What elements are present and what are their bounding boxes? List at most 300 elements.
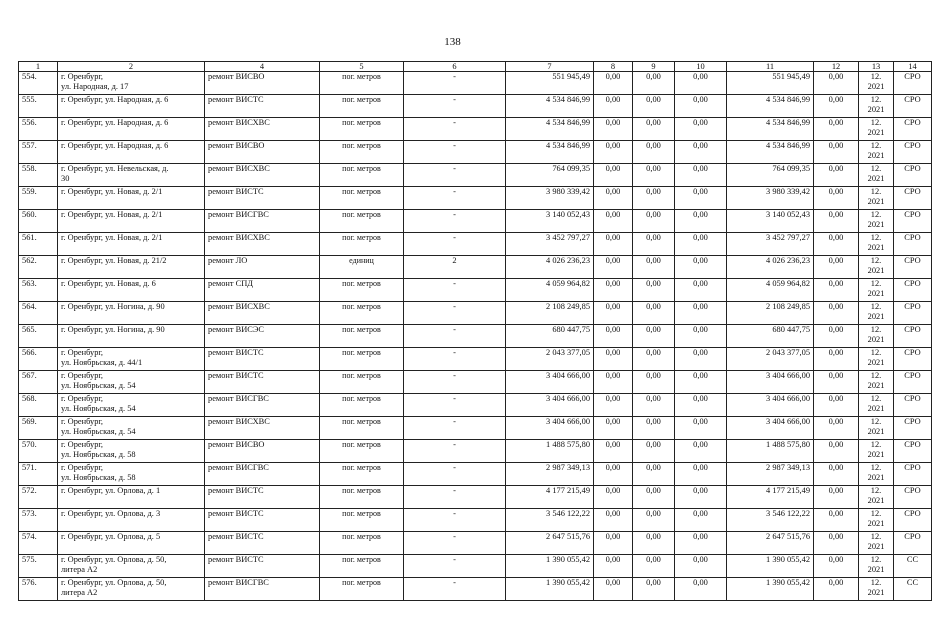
method-cell: СРО: [894, 394, 932, 417]
period-cell-line: 2021: [867, 496, 885, 505]
period-cell: [859, 118, 894, 141]
address-cell-line: г. Оренбург, ул. Невельская, д.: [61, 164, 169, 173]
col8-cell: 0,00: [594, 509, 633, 532]
col8-cell: 0,00: [594, 555, 633, 578]
address-cell: [58, 210, 205, 233]
col10-cell: 0,00: [675, 348, 727, 371]
col8-cell: 0,00: [594, 118, 633, 141]
col11-cell: 3 546 122,22: [727, 509, 814, 532]
period-cell-line: 12.: [870, 371, 882, 380]
unit-cell: пог. метров: [320, 210, 404, 233]
col11-cell: 2 987 349,13: [727, 463, 814, 486]
period-cell-line: 12.: [870, 348, 882, 357]
period-cell-line: 12.: [870, 509, 882, 518]
table-row: [19, 325, 932, 348]
table-row: [19, 555, 932, 578]
period-cell: [859, 394, 894, 417]
address-cell-line: ул. Ноябрьская, д. 54: [61, 380, 136, 390]
col12-cell: 0,00: [814, 325, 859, 348]
table-row: [19, 302, 932, 325]
col12-cell: 0,00: [814, 141, 859, 164]
address-cell-line: г. Оренбург, ул. Орлова, д. 50,: [61, 578, 167, 587]
address-cell: [58, 164, 205, 187]
period-cell: [859, 187, 894, 210]
address-cell-line: г. Оренбург, ул. Новая, д. 6: [61, 279, 156, 288]
unit-cell: пог. метров: [320, 509, 404, 532]
total-cost-cell: 1 390 055,42: [506, 578, 594, 601]
col11-cell: 4 534 846,99: [727, 118, 814, 141]
work-type-cell: ремонт ВИСТС: [205, 187, 320, 210]
address-cell: [58, 233, 205, 256]
col11-cell: 3 404 666,00: [727, 394, 814, 417]
row-number: 574.: [19, 532, 58, 555]
address-cell: [58, 302, 205, 325]
period-cell: [859, 555, 894, 578]
col12-cell: 0,00: [814, 463, 859, 486]
work-type-cell: ремонт ВИСВО: [205, 141, 320, 164]
address-cell-line: г. Оренбург, ул. Орлова, д. 3: [61, 509, 161, 518]
address-cell: [58, 486, 205, 509]
col11-cell: 2 043 377,05: [727, 348, 814, 371]
period-cell-line: 2021: [867, 358, 885, 367]
column-number: 4: [205, 62, 320, 72]
col12-cell: 0,00: [814, 302, 859, 325]
table-row: [19, 210, 932, 233]
col10-cell: 0,00: [675, 164, 727, 187]
work-type-cell: ремонт ВИСТС: [205, 348, 320, 371]
total-cost-cell: 2 108 249,85: [506, 302, 594, 325]
period-cell: [859, 463, 894, 486]
column-number: 11: [727, 62, 814, 72]
row-number: 564.: [19, 302, 58, 325]
total-cost-cell: 4 059 964,82: [506, 279, 594, 302]
period-cell-line: 12.: [870, 394, 882, 403]
work-type-cell: ремонт ВИСТС: [205, 486, 320, 509]
col8-cell: 0,00: [594, 486, 633, 509]
period-cell-line: 12.: [870, 555, 882, 564]
address-cell: [58, 118, 205, 141]
period-cell: [859, 302, 894, 325]
quantity-cell: -: [404, 440, 506, 463]
quantity-cell: -: [404, 509, 506, 532]
row-number: 567.: [19, 371, 58, 394]
row-number: 572.: [19, 486, 58, 509]
address-cell: [58, 256, 205, 279]
col11-cell: 2 647 515,76: [727, 532, 814, 555]
address-cell-line: г. Оренбург, ул. Новая, д. 21/2: [61, 256, 167, 265]
method-cell: СРО: [894, 95, 932, 118]
total-cost-cell: 2 043 377,05: [506, 348, 594, 371]
method-cell: СРО: [894, 210, 932, 233]
work-type-cell: ремонт ВИСТС: [205, 95, 320, 118]
work-type-cell: ремонт ВИСТС: [205, 532, 320, 555]
col11-cell: 4 534 846,99: [727, 141, 814, 164]
col9-cell: 0,00: [633, 440, 675, 463]
period-cell-line: 2021: [867, 381, 885, 390]
unit-cell: пог. метров: [320, 187, 404, 210]
col10-cell: 0,00: [675, 279, 727, 302]
col10-cell: 0,00: [675, 486, 727, 509]
method-cell: СРО: [894, 72, 932, 95]
period-cell: [859, 210, 894, 233]
col8-cell: 0,00: [594, 417, 633, 440]
address-cell-line: литера А2: [61, 587, 98, 597]
col12-cell: 0,00: [814, 394, 859, 417]
period-cell-line: 2021: [867, 335, 885, 344]
column-number: 5: [320, 62, 404, 72]
address-cell: [58, 532, 205, 555]
col12-cell: 0,00: [814, 187, 859, 210]
col9-cell: 0,00: [633, 532, 675, 555]
period-cell-line: 12.: [870, 486, 882, 495]
work-type-cell: ремонт ВИСХВС: [205, 233, 320, 256]
period-cell-line: 12.: [870, 578, 882, 587]
period-cell-line: 12.: [870, 532, 882, 541]
period-cell-line: 12.: [870, 233, 882, 242]
period-cell-line: 12.: [870, 118, 882, 127]
table-row: [19, 95, 932, 118]
total-cost-cell: 3 452 797,27: [506, 233, 594, 256]
method-cell: СРО: [894, 417, 932, 440]
method-cell: СРО: [894, 371, 932, 394]
work-type-cell: ремонт ВИСХВС: [205, 417, 320, 440]
address-cell: [58, 325, 205, 348]
quantity-cell: -: [404, 72, 506, 95]
col8-cell: 0,00: [594, 578, 633, 601]
table-row: [19, 279, 932, 302]
col11-cell: 1 488 575,80: [727, 440, 814, 463]
work-type-cell: ремонт ВИСГВС: [205, 210, 320, 233]
address-cell: [58, 578, 205, 601]
col8-cell: 0,00: [594, 187, 633, 210]
col9-cell: 0,00: [633, 302, 675, 325]
column-number: 8: [594, 62, 633, 72]
quantity-cell: -: [404, 486, 506, 509]
col12-cell: 0,00: [814, 95, 859, 118]
column-number: 10: [675, 62, 727, 72]
quantity-cell: -: [404, 532, 506, 555]
col11-cell: 3 404 666,00: [727, 371, 814, 394]
col10-cell: 0,00: [675, 371, 727, 394]
address-cell: [58, 348, 205, 371]
col10-cell: 0,00: [675, 394, 727, 417]
period-cell-line: 2021: [867, 128, 885, 137]
address-cell-line: г. Оренбург,: [61, 417, 104, 426]
table-row: [19, 118, 932, 141]
period-cell: [859, 141, 894, 164]
address-cell-line: г. Оренбург, ул. Новая, д. 2/1: [61, 233, 163, 242]
column-number: 7: [506, 62, 594, 72]
unit-cell: пог. метров: [320, 417, 404, 440]
table-row: [19, 141, 932, 164]
period-cell: [859, 440, 894, 463]
period-cell: [859, 578, 894, 601]
row-number: 576.: [19, 578, 58, 601]
row-number: 560.: [19, 210, 58, 233]
period-cell-line: 12.: [870, 164, 882, 173]
period-cell-line: 12.: [870, 440, 882, 449]
period-cell-line: 2021: [867, 82, 885, 91]
col10-cell: 0,00: [675, 210, 727, 233]
work-type-cell: ремонт ВИСХВС: [205, 164, 320, 187]
work-type-cell: ремонт ВИСТС: [205, 509, 320, 532]
address-cell-line: ул. Ноябрьская, д. 58: [61, 449, 136, 459]
address-cell-line: г. Оренбург,: [61, 394, 104, 403]
work-type-cell: ремонт ВИСТС: [205, 371, 320, 394]
address-cell-line: г. Оренбург, ул. Народная, д. 6: [61, 141, 169, 150]
column-number: 6: [404, 62, 506, 72]
row-number: 563.: [19, 279, 58, 302]
row-number: 573.: [19, 509, 58, 532]
col11-cell: 764 099,35: [727, 164, 814, 187]
col11-cell: 4 026 236,23: [727, 256, 814, 279]
unit-cell: пог. метров: [320, 532, 404, 555]
unit-cell: пог. метров: [320, 578, 404, 601]
unit-cell: пог. метров: [320, 279, 404, 302]
col11-cell: 551 945,49: [727, 72, 814, 95]
col12-cell: 0,00: [814, 532, 859, 555]
period-cell-line: 12.: [870, 279, 882, 288]
col10-cell: 0,00: [675, 72, 727, 95]
period-cell-line: 2021: [867, 565, 885, 574]
col8-cell: 0,00: [594, 348, 633, 371]
work-type-cell: ремонт ВИСВО: [205, 440, 320, 463]
col8-cell: 0,00: [594, 302, 633, 325]
col9-cell: 0,00: [633, 325, 675, 348]
quantity-cell: -: [404, 164, 506, 187]
table-body: [19, 72, 932, 601]
quantity-cell: -: [404, 578, 506, 601]
unit-cell: пог. метров: [320, 72, 404, 95]
address-cell-line: г. Оренбург, ул. Орлова, д. 5: [61, 532, 161, 541]
period-cell: [859, 371, 894, 394]
table-row: [19, 532, 932, 555]
col11-cell: 3 980 339,42: [727, 187, 814, 210]
col9-cell: 0,00: [633, 417, 675, 440]
period-cell-line: 2021: [867, 151, 885, 160]
table-row: [19, 348, 932, 371]
address-cell-line: г. Оренбург, ул. Орлова, д. 1: [61, 486, 161, 495]
col8-cell: 0,00: [594, 141, 633, 164]
col12-cell: 0,00: [814, 486, 859, 509]
period-cell: [859, 532, 894, 555]
col9-cell: 0,00: [633, 371, 675, 394]
col12-cell: 0,00: [814, 279, 859, 302]
col8-cell: 0,00: [594, 210, 633, 233]
total-cost-cell: 4 177 215,49: [506, 486, 594, 509]
quantity-cell: -: [404, 210, 506, 233]
col9-cell: 0,00: [633, 118, 675, 141]
period-cell-line: 2021: [867, 542, 885, 551]
row-number: 568.: [19, 394, 58, 417]
col9-cell: 0,00: [633, 279, 675, 302]
quantity-cell: -: [404, 118, 506, 141]
unit-cell: пог. метров: [320, 348, 404, 371]
total-cost-cell: 2 987 349,13: [506, 463, 594, 486]
col9-cell: 0,00: [633, 164, 675, 187]
col10-cell: 0,00: [675, 95, 727, 118]
col10-cell: 0,00: [675, 578, 727, 601]
period-cell-line: 12.: [870, 302, 882, 311]
total-cost-cell: 4 534 846,99: [506, 95, 594, 118]
quantity-cell: 2: [404, 256, 506, 279]
page-number: 138: [444, 36, 461, 48]
col10-cell: 0,00: [675, 417, 727, 440]
address-cell-line: г. Оренбург, ул. Народная, д. 6: [61, 95, 169, 104]
address-cell: [58, 95, 205, 118]
col8-cell: 0,00: [594, 463, 633, 486]
total-cost-cell: 3 404 666,00: [506, 417, 594, 440]
period-cell-line: 12.: [870, 95, 882, 104]
address-cell-line: г. Оренбург,: [61, 348, 104, 357]
quantity-cell: -: [404, 463, 506, 486]
col11-cell: 3 140 052,43: [727, 210, 814, 233]
col10-cell: 0,00: [675, 463, 727, 486]
table-row: [19, 187, 932, 210]
period-cell-line: 2021: [867, 243, 885, 252]
col10-cell: 0,00: [675, 187, 727, 210]
method-cell: СРО: [894, 325, 932, 348]
col12-cell: 0,00: [814, 440, 859, 463]
method-cell: СРО: [894, 532, 932, 555]
period-cell: [859, 95, 894, 118]
address-cell-line: г. Оренбург, ул. Ногина, д. 90: [61, 325, 165, 334]
quantity-cell: -: [404, 141, 506, 164]
col12-cell: 0,00: [814, 348, 859, 371]
column-number-row: [19, 62, 932, 72]
work-type-cell: ремонт ВИСЭС: [205, 325, 320, 348]
period-cell: [859, 256, 894, 279]
period-cell: [859, 233, 894, 256]
quantity-cell: -: [404, 417, 506, 440]
quantity-cell: -: [404, 233, 506, 256]
col8-cell: 0,00: [594, 164, 633, 187]
period-cell-line: 2021: [867, 312, 885, 321]
col12-cell: 0,00: [814, 72, 859, 95]
column-number: 9: [633, 62, 675, 72]
quantity-cell: -: [404, 279, 506, 302]
table-row: [19, 233, 932, 256]
row-number: 575.: [19, 555, 58, 578]
quantity-cell: -: [404, 371, 506, 394]
col8-cell: 0,00: [594, 371, 633, 394]
period-cell: [859, 417, 894, 440]
col8-cell: 0,00: [594, 233, 633, 256]
unit-cell: пог. метров: [320, 95, 404, 118]
col9-cell: 0,00: [633, 141, 675, 164]
method-cell: СРО: [894, 164, 932, 187]
col10-cell: 0,00: [675, 118, 727, 141]
col12-cell: 0,00: [814, 371, 859, 394]
period-cell-line: 12.: [870, 210, 882, 219]
column-number: 12: [814, 62, 859, 72]
table-row: [19, 578, 932, 601]
unit-cell: единиц: [320, 256, 404, 279]
address-cell-line: 30: [61, 173, 70, 183]
work-type-cell: ремонт ВИСХВС: [205, 302, 320, 325]
row-number: 555.: [19, 95, 58, 118]
quantity-cell: -: [404, 325, 506, 348]
col12-cell: 0,00: [814, 417, 859, 440]
method-cell: СРО: [894, 141, 932, 164]
col12-cell: 0,00: [814, 578, 859, 601]
address-cell: [58, 417, 205, 440]
period-cell-line: 12.: [870, 417, 882, 426]
work-type-cell: ремонт ВИСХВС: [205, 118, 320, 141]
period-cell-line: 2021: [867, 404, 885, 413]
quantity-cell: -: [404, 187, 506, 210]
row-number: 561.: [19, 233, 58, 256]
col11-cell: 680 447,75: [727, 325, 814, 348]
col8-cell: 0,00: [594, 325, 633, 348]
row-number: 558.: [19, 164, 58, 187]
method-cell: СС: [894, 555, 932, 578]
work-type-cell: ремонт ВИСТС: [205, 555, 320, 578]
col8-cell: 0,00: [594, 256, 633, 279]
column-number: 1: [19, 62, 58, 72]
col9-cell: 0,00: [633, 394, 675, 417]
row-number: 566.: [19, 348, 58, 371]
address-cell: [58, 394, 205, 417]
table-row: [19, 463, 932, 486]
address-cell: [58, 440, 205, 463]
address-cell: [58, 279, 205, 302]
unit-cell: пог. метров: [320, 371, 404, 394]
col9-cell: 0,00: [633, 555, 675, 578]
total-cost-cell: 3 140 052,43: [506, 210, 594, 233]
row-number: 569.: [19, 417, 58, 440]
method-cell: СРО: [894, 302, 932, 325]
total-cost-cell: 3 980 339,42: [506, 187, 594, 210]
address-cell: [58, 555, 205, 578]
total-cost-cell: 1 488 575,80: [506, 440, 594, 463]
col11-cell: 4 059 964,82: [727, 279, 814, 302]
column-number: 14: [894, 62, 932, 72]
col12-cell: 0,00: [814, 509, 859, 532]
address-cell-line: г. Оренбург,: [61, 72, 104, 81]
unit-cell: пог. метров: [320, 440, 404, 463]
address-cell-line: ул. Ноябрьская, д. 54: [61, 403, 136, 413]
row-number: 562.: [19, 256, 58, 279]
method-cell: СРО: [894, 233, 932, 256]
row-number: 556.: [19, 118, 58, 141]
table-row: [19, 256, 932, 279]
address-cell: [58, 463, 205, 486]
period-cell-line: 2021: [867, 519, 885, 528]
period-cell-line: 12.: [870, 72, 882, 81]
table-row: [19, 72, 932, 95]
table-row: [19, 394, 932, 417]
row-number: 557.: [19, 141, 58, 164]
col11-cell: 1 390 055,42: [727, 578, 814, 601]
period-cell-line: 2021: [867, 266, 885, 275]
work-type-cell: ремонт СПД: [205, 279, 320, 302]
unit-cell: пог. метров: [320, 463, 404, 486]
address-cell-line: г. Оренбург,: [61, 371, 104, 380]
unit-cell: пог. метров: [320, 118, 404, 141]
period-cell: [859, 486, 894, 509]
address-cell-line: г. Оренбург,: [61, 440, 104, 449]
column-number: 13: [859, 62, 894, 72]
method-cell: СРО: [894, 463, 932, 486]
total-cost-cell: 3 404 666,00: [506, 371, 594, 394]
address-cell: [58, 72, 205, 95]
total-cost-cell: 2 647 515,76: [506, 532, 594, 555]
quantity-cell: -: [404, 348, 506, 371]
col9-cell: 0,00: [633, 463, 675, 486]
col9-cell: 0,00: [633, 187, 675, 210]
total-cost-cell: 3 404 666,00: [506, 394, 594, 417]
